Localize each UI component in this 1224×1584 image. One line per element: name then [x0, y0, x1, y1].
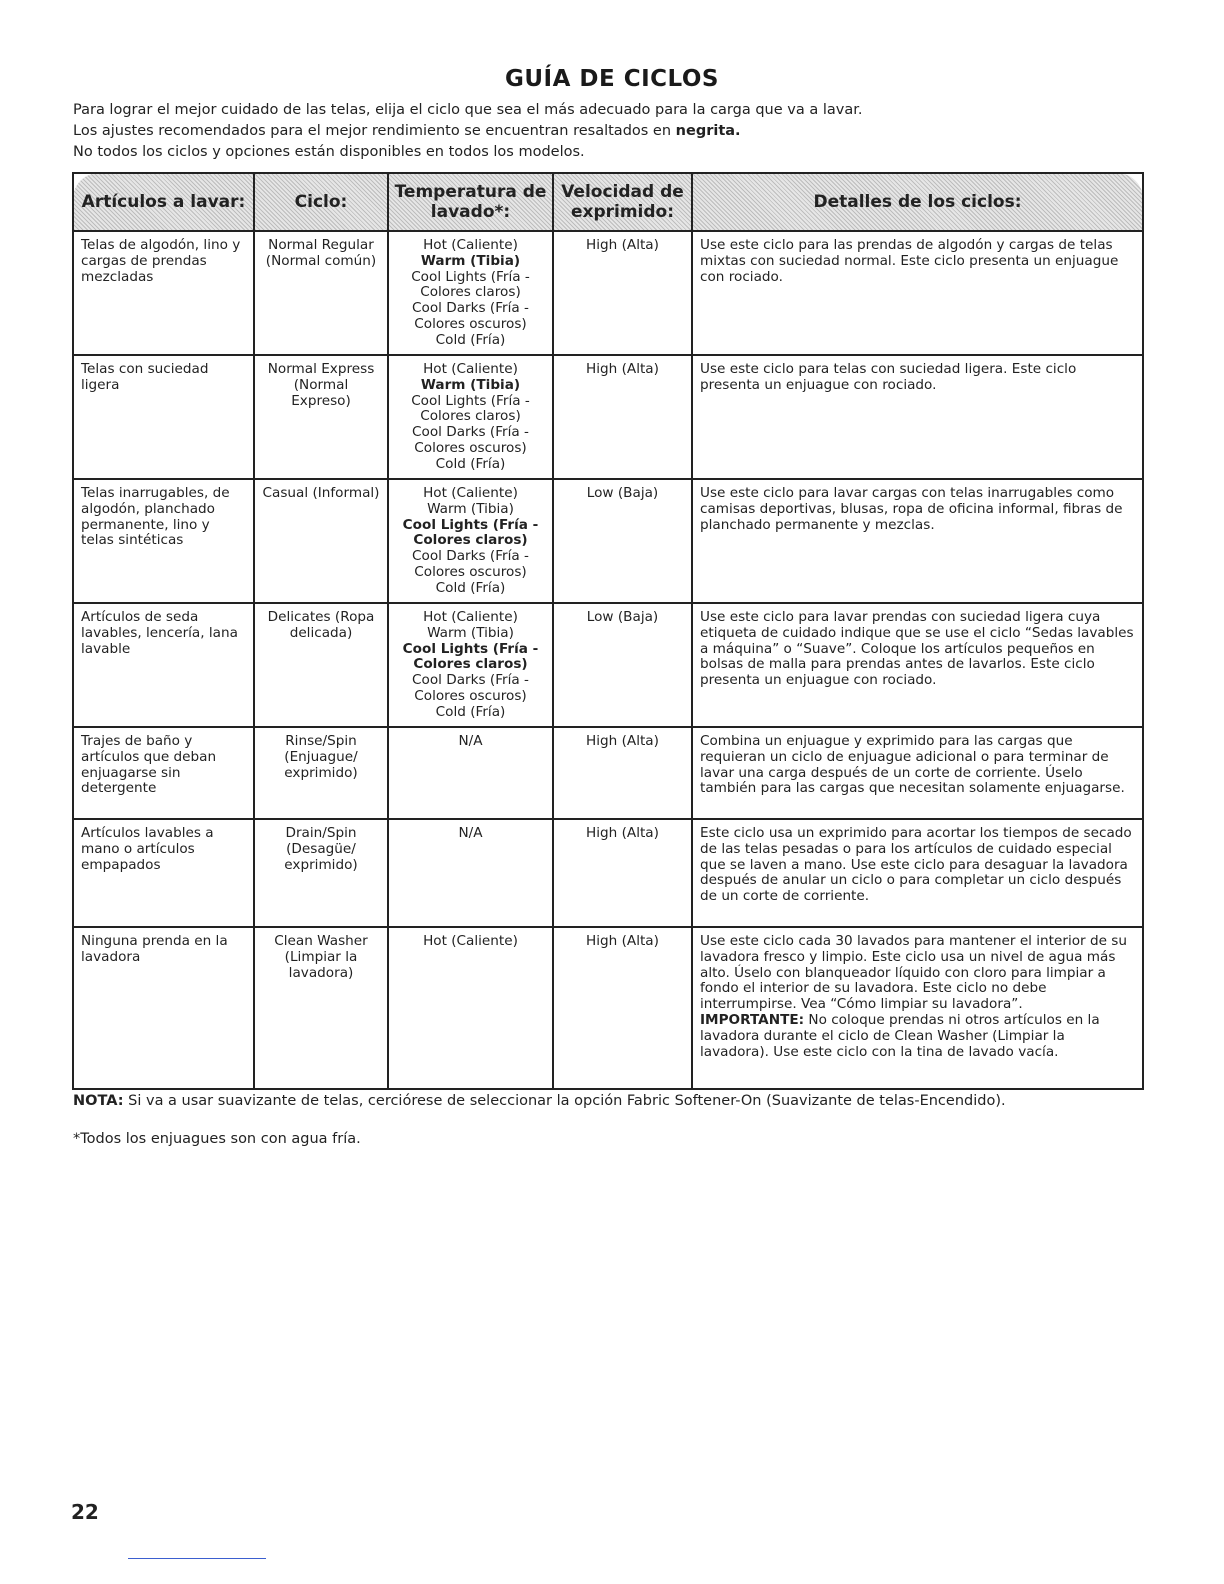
temperature-option: Hot (Caliente): [423, 933, 518, 949]
column-header-cycle: Ciclo:: [254, 173, 388, 231]
intro-line-3: No todos los ciclos y opciones están disponibles en todos los modelos.: [73, 144, 585, 160]
cycle-cell: Clean Washer (Limpiar la lavadora): [254, 927, 388, 1089]
temperature-cell: [388, 231, 553, 355]
cycle-cell: Casual (Informal): [254, 479, 388, 603]
temperature-option: Warm (Tibia): [427, 624, 514, 641]
details-cell: [692, 927, 1143, 1089]
details-text: Este ciclo usa un exprimido para acortar los tiempos de secado de las telas pesadas o para los artículos de cuidado especial que se laven a mano. Use este ciclo para desaguar la lavadora después de anular un ciclo o para completar un ciclo después de un corte de corriente.: [700, 825, 1132, 905]
spin-speed-cell: High (Alta): [553, 927, 692, 1089]
details-cell: [692, 231, 1143, 355]
details-text: Combina un enjuague y exprimido para las cargas que requieran un ciclo de enjuague adicional o para terminar de lavar una carga después de un corte de corriente. Úselo también para las cargas que necesitan solamente enjuagarse.: [700, 733, 1125, 797]
temperature-option: Cool Lights (Fría - Colores claros): [402, 516, 539, 549]
details-cell: [692, 819, 1143, 927]
temperature-option: Cold (Fría): [435, 331, 506, 348]
temperature-option: Hot (Caliente): [423, 609, 518, 625]
temperature-option: Hot (Caliente): [423, 361, 518, 377]
temperature-option: Warm (Tibia): [427, 500, 514, 517]
cycle-cell: Delicates (Ropa delicada): [254, 603, 388, 727]
spin-speed-cell: Low (Baja): [553, 479, 692, 603]
temperature-option: N/A: [458, 825, 483, 841]
items-cell: Ninguna prenda en la lavadora: [73, 927, 254, 1089]
cycle-guide-table: [72, 172, 1144, 1090]
items-cell: Telas de algodón, lino y cargas de prendas mezcladas: [73, 231, 254, 355]
details-cell: [692, 355, 1143, 479]
table-row: [73, 927, 1143, 1089]
table-row: [73, 479, 1143, 603]
cycle-cell: Rinse/Spin (Enjuague/ exprimido): [254, 727, 388, 819]
table-row: [73, 355, 1143, 479]
temperature-option: Cold (Fría): [435, 455, 506, 472]
temperature-cell: [388, 727, 553, 819]
temperature-option: Warm (Tibia): [420, 376, 521, 393]
temperature-option: Cool Darks (Fría - Colores oscuros): [412, 300, 529, 332]
note: [73, 1093, 1006, 1109]
temperature-option: Cold (Fría): [435, 579, 506, 596]
temperature-option: Cool Lights (Fría - Colores claros): [411, 268, 530, 301]
column-header-temperature: Temperatura de lavado*:: [388, 173, 553, 231]
temperature-option: Hot (Caliente): [423, 237, 518, 253]
temperature-cell: [388, 479, 553, 603]
items-cell: Trajes de baño y artículos que deban enjuagarse sin detergente: [73, 727, 254, 819]
items-cell: Telas con suciedad ligera: [73, 355, 254, 479]
page-title: GUÍA DE CICLOS: [505, 66, 719, 92]
intro-line-2: [73, 121, 862, 142]
temperature-option: Cool Lights (Fría - Colores claros): [402, 640, 539, 673]
temperature-option: Warm (Tibia): [420, 252, 521, 269]
table-row: [73, 603, 1143, 727]
temperature-option: Cool Darks (Fría - Colores oscuros): [412, 672, 529, 704]
column-header-details: Detalles de los ciclos:: [692, 173, 1143, 231]
items-cell: Telas inarrugables, de algodón, planchado permanente, lino y telas sintéticas: [73, 479, 254, 603]
temperature-option: Hot (Caliente): [423, 485, 518, 501]
details-text: Use este ciclo cada 30 lavados para mantener el interior de su lavadora fresco y limpio. Este ciclo usa un nivel de agua más alto. Úselo con blanqueador líquido con cloro para limpiar a fondo el interior de su lavadora. Este ciclo no debe interrumpirse. Vea “Cómo limpiar su lavadora”.: [700, 933, 1127, 1013]
spin-speed-cell: High (Alta): [553, 355, 692, 479]
details-cell: [692, 727, 1143, 819]
temperature-option: Cool Lights (Fría - Colores claros): [411, 392, 530, 425]
spin-speed-cell: High (Alta): [553, 819, 692, 927]
temperature-cell: [388, 927, 553, 1089]
table-row: [73, 727, 1143, 819]
spin-speed-cell: High (Alta): [553, 231, 692, 355]
cycle-cell: Drain/Spin (Desagüe/ exprimido): [254, 819, 388, 927]
intro-line-1: Para lograr el mejor cuidado de las telas, elija el ciclo que sea el más adecuado para la carga que va a lavar.: [73, 102, 863, 118]
cycle-cell: Normal Regular (Normal común): [254, 231, 388, 355]
details-cell: [692, 479, 1143, 603]
important-text: No coloque prendas ni otros artículos en la lavadora durante el ciclo de Clean Washer (Limpiar la lavadora). Use este ciclo con la tina de lavado vacía.: [700, 1011, 1100, 1060]
temperature-cell: [388, 355, 553, 479]
temperature-option: Cold (Fría): [435, 703, 506, 720]
intro-text: [73, 100, 862, 163]
bottom-rule: [128, 1558, 266, 1559]
details-text: Use este ciclo para lavar cargas con telas inarrugables como camisas deportivas, blusas, ropa de oficina informal, fibras de planchado permanente y mezclas.: [700, 485, 1123, 533]
note-label: NOTA:: [73, 1093, 124, 1109]
temperature-option: Cool Darks (Fría - Colores oscuros): [412, 548, 529, 580]
intro-line-2-bold: negrita.: [675, 123, 741, 139]
items-cell: Artículos de seda lavables, lencería, lana lavable: [73, 603, 254, 727]
temperature-cell: [388, 603, 553, 727]
page-number: 22: [71, 1500, 99, 1524]
spin-speed-cell: Low (Baja): [553, 603, 692, 727]
details-text: Use este ciclo para las prendas de algodón y cargas de telas mixtas con suciedad normal. Este ciclo presenta un enjuague con rociado.: [700, 237, 1119, 285]
table-header-row: [73, 173, 1143, 231]
important-label: IMPORTANTE:: [700, 1011, 805, 1028]
temperature-option: Cool Darks (Fría - Colores oscuros): [412, 424, 529, 456]
column-header-items: Artículos a lavar:: [73, 173, 254, 231]
intro-line-2-prefix: Los ajustes recomendados para el mejor rendimiento se encuentran resaltados en: [73, 123, 676, 139]
cycle-cell: Normal Express (Normal Expreso): [254, 355, 388, 479]
table-body: [73, 231, 1143, 1089]
note-text: Si va a usar suavizante de telas, cerciórese de seleccionar la opción Fabric Softener-On (Suavizante de telas-Encendido).: [123, 1093, 1006, 1109]
spin-speed-cell: High (Alta): [553, 727, 692, 819]
items-cell: Artículos lavables a mano o artículos empapados: [73, 819, 254, 927]
details-cell: [692, 603, 1143, 727]
table-row: [73, 231, 1143, 355]
temperature-cell: [388, 819, 553, 927]
table-row: [73, 819, 1143, 927]
details-text: Use este ciclo para telas con suciedad ligera. Este ciclo presenta un enjuague con rociado.: [700, 361, 1077, 393]
temperature-option: N/A: [458, 733, 483, 749]
column-header-spin-speed: Velocidad de exprimido:: [553, 173, 692, 231]
important-note: [700, 1013, 1135, 1060]
footnote: *Todos los enjuagues son con agua fría.: [73, 1131, 361, 1147]
details-text: Use este ciclo para lavar prendas con suciedad ligera cuya etiqueta de cuidado indique que se use el ciclo “Sedas lavables a máquina” o “Suave”. Coloque los artículos pequeños en bolsas de malla para prendas antes de lavarlos. Este ciclo presenta un enjuague con rociado.: [700, 609, 1134, 689]
